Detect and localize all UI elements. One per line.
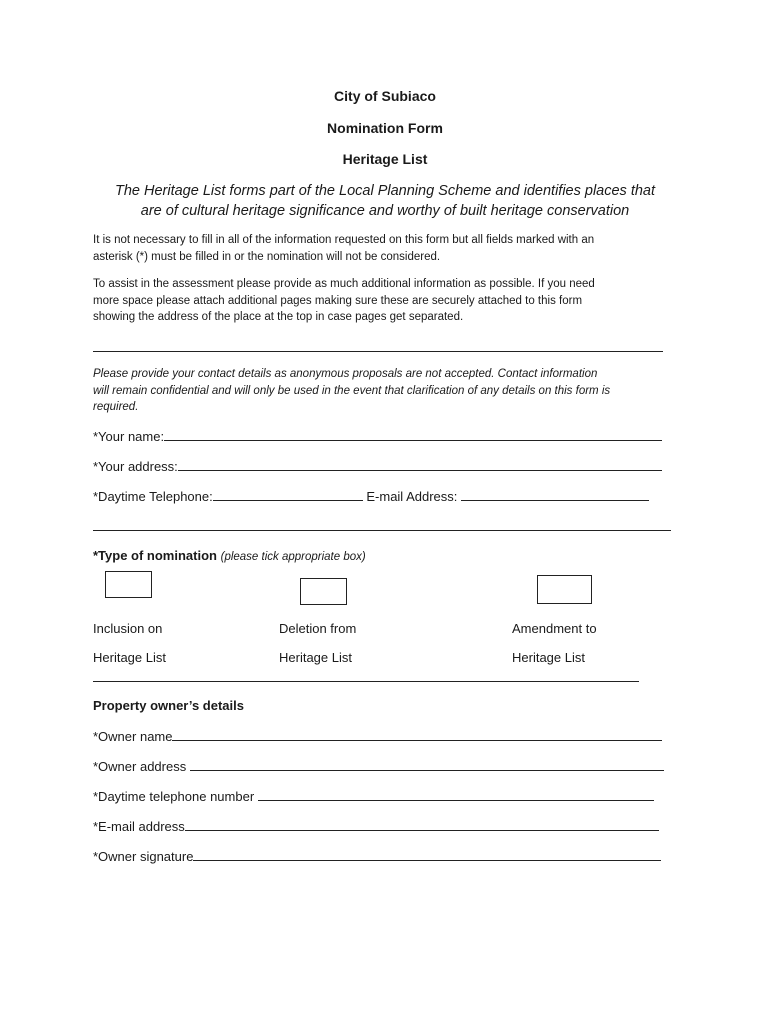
owner-phone-field[interactable] bbox=[258, 788, 654, 801]
form-title: Nomination Form bbox=[327, 120, 443, 136]
inclusion-line-2: Heritage List bbox=[93, 650, 166, 665]
section-divider bbox=[93, 351, 663, 352]
amendment-checkbox[interactable] bbox=[537, 575, 592, 604]
owner-address-row bbox=[93, 758, 664, 775]
owner-email-label: *E-mail address bbox=[93, 819, 185, 834]
instructions-2-line-2: more space please attach additional pages making sure these are securely attached to this form bbox=[93, 294, 583, 307]
owner-email-row bbox=[93, 818, 659, 835]
owner-name-field[interactable] bbox=[172, 728, 662, 741]
owner-details-label: Property owner’s details bbox=[93, 698, 244, 713]
deletion-line-2: Heritage List bbox=[279, 650, 352, 665]
deletion-checkbox[interactable] bbox=[300, 578, 347, 605]
deletion-option-label-2 bbox=[279, 650, 352, 666]
instructions-paragraph-1 bbox=[93, 232, 678, 265]
instructions-1-line-2: asterisk (*) must be filled in or the nomination will not be considered. bbox=[93, 250, 441, 263]
your-address-field[interactable] bbox=[178, 458, 662, 471]
nomination-type-heading bbox=[93, 548, 366, 565]
contact-note-line-2: will remain confidential and will only be used in the event that clarification of any details on this form is bbox=[93, 384, 611, 397]
owner-signature-row bbox=[93, 848, 661, 865]
owner-signature-label: *Owner signature bbox=[93, 849, 194, 864]
daytime-telephone-field[interactable] bbox=[213, 488, 363, 501]
your-name-field[interactable] bbox=[164, 428, 662, 441]
intro-line-1: The Heritage List forms part of the Local Planning Scheme and identifies places that bbox=[114, 183, 656, 199]
list-title: Heritage List bbox=[342, 151, 428, 167]
email-address-label: E-mail Address: bbox=[366, 489, 458, 504]
intro-line-2: are of cultural heritage significance and worthy of built heritage conservation bbox=[140, 203, 630, 219]
owner-phone-row bbox=[93, 788, 654, 805]
organization-title: City of Subiaco bbox=[334, 88, 436, 104]
inclusion-checkbox[interactable] bbox=[105, 571, 152, 598]
your-name-label: *Your name: bbox=[93, 429, 165, 444]
section-divider bbox=[93, 530, 671, 531]
owner-name-label: *Owner name bbox=[93, 729, 173, 744]
your-name-row bbox=[93, 428, 662, 445]
amendment-option-label-2 bbox=[512, 650, 585, 666]
daytime-telephone-label: *Daytime Telephone: bbox=[93, 489, 213, 504]
instructions-2-line-1: To assist in the assessment please provide as much additional information as possible. If you need bbox=[93, 278, 595, 290]
your-address-row bbox=[93, 458, 662, 475]
owner-signature-field[interactable] bbox=[193, 848, 661, 861]
deletion-line-1: Deletion from bbox=[279, 621, 357, 636]
amendment-option-label bbox=[512, 621, 597, 637]
instructions-2-line-3: showing the address of the place at the top in case pages get separated. bbox=[93, 311, 464, 323]
contact-phone-email-row bbox=[93, 488, 649, 505]
inclusion-line-1: Inclusion on bbox=[93, 621, 163, 636]
amendment-line-2: Heritage List bbox=[512, 650, 585, 665]
nomination-type-label: *Type of nomination bbox=[93, 548, 217, 563]
amendment-line-1: Amendment to bbox=[512, 621, 597, 636]
instructions-paragraph-2 bbox=[93, 276, 678, 326]
nomination-type-hint: (please tick appropriate box) bbox=[220, 551, 366, 563]
owner-phone-label: *Daytime telephone number bbox=[93, 789, 255, 804]
contact-note bbox=[93, 366, 683, 416]
contact-note-line-3: required. bbox=[93, 401, 139, 413]
inclusion-option-label-2 bbox=[93, 650, 166, 666]
owner-details-heading bbox=[93, 698, 244, 714]
owner-address-label: *Owner address bbox=[93, 759, 187, 774]
owner-email-field[interactable] bbox=[185, 818, 659, 831]
intro-statement bbox=[88, 181, 682, 221]
deletion-option-label bbox=[279, 621, 356, 637]
owner-address-field[interactable] bbox=[190, 758, 664, 771]
contact-note-line-1: Please provide your contact details as anonymous proposals are not accepted. Contact information bbox=[93, 368, 598, 380]
instructions-1-line-1: It is not necessary to fill in all of the information requested on this form but all fields marked with an bbox=[93, 234, 595, 246]
your-address-label: *Your address: bbox=[93, 459, 178, 474]
owner-name-row bbox=[93, 728, 662, 745]
email-address-field[interactable] bbox=[461, 488, 649, 501]
inclusion-option-label bbox=[93, 621, 162, 637]
section-divider bbox=[93, 681, 639, 682]
